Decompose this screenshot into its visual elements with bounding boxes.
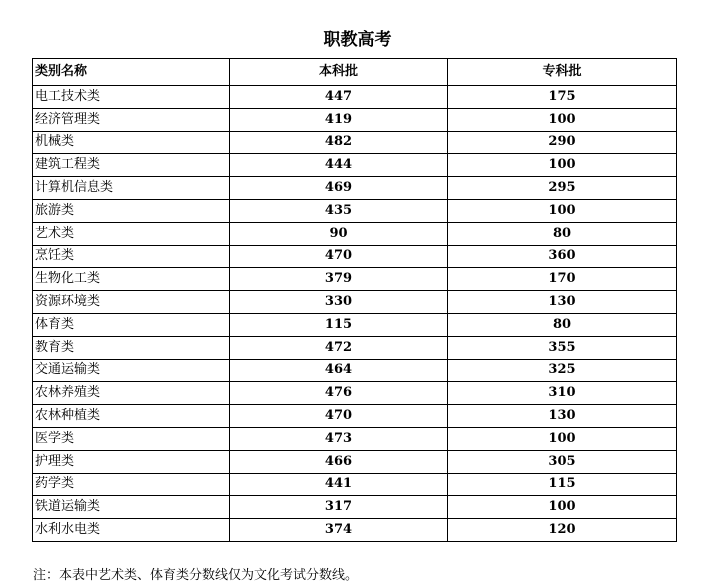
bachelor-score: 115 [230,313,448,336]
college-score: 310 [448,382,677,405]
category-name: 体育类 [33,313,230,336]
college-score: 100 [448,199,677,222]
bachelor-score: 444 [230,154,448,177]
category-name: 农林养殖类 [33,382,230,405]
bachelor-score: 466 [230,450,448,473]
table-row [33,222,677,245]
table-row [33,336,677,359]
table-row [33,108,677,131]
college-score: 175 [448,86,677,109]
header-category: 类别名称 [33,59,230,86]
category-name: 经济管理类 [33,108,230,131]
bachelor-score: 374 [230,519,448,542]
bachelor-score: 470 [230,245,448,268]
header-bachelor: 本科批 [230,59,448,86]
table-row [33,131,677,154]
table-row [33,154,677,177]
bachelor-score: 482 [230,131,448,154]
category-name: 旅游类 [33,199,230,222]
bachelor-score: 473 [230,427,448,450]
bachelor-score: 419 [230,108,448,131]
college-score: 100 [448,427,677,450]
table-row [33,199,677,222]
page-title: 职教高考 [323,30,392,50]
bachelor-score: 472 [230,336,448,359]
category-name: 教育类 [33,336,230,359]
bachelor-score: 330 [230,291,448,314]
college-score: 80 [448,313,677,336]
header-college: 专科批 [448,59,677,86]
college-score: 100 [448,154,677,177]
bachelor-score: 469 [230,177,448,200]
bachelor-score: 476 [230,382,448,405]
category-name: 资源环境类 [33,291,230,314]
bachelor-score: 470 [230,405,448,428]
college-score: 130 [448,405,677,428]
category-name: 农林种植类 [33,405,230,428]
score-table [32,58,677,542]
table-row [33,177,677,200]
table-row [33,405,677,428]
table-row [33,245,677,268]
footnote: 注：本表中艺术类、体育类分数线仅为文化考试分数线。 [33,568,359,583]
college-score: 360 [448,245,677,268]
college-score: 305 [448,450,677,473]
college-score: 80 [448,222,677,245]
college-score: 115 [448,473,677,496]
college-score: 130 [448,291,677,314]
table-header-row [33,59,677,86]
category-name: 铁道运输类 [33,496,230,519]
bachelor-score: 464 [230,359,448,382]
category-name: 交通运输类 [33,359,230,382]
category-name: 电工技术类 [33,86,230,109]
bachelor-score: 379 [230,268,448,291]
category-name: 艺术类 [33,222,230,245]
table-row [33,268,677,291]
category-name: 烹饪类 [33,245,230,268]
table-row [33,473,677,496]
table-row [33,382,677,405]
bachelor-score: 447 [230,86,448,109]
category-name: 护理类 [33,450,230,473]
bachelor-score: 317 [230,496,448,519]
college-score: 295 [448,177,677,200]
table-row [33,313,677,336]
bachelor-score: 90 [230,222,448,245]
table-row [33,86,677,109]
bachelor-score: 435 [230,199,448,222]
table-row [33,359,677,382]
college-score: 325 [448,359,677,382]
category-name: 生物化工类 [33,268,230,291]
table-row [33,519,677,542]
college-score: 120 [448,519,677,542]
college-score: 170 [448,268,677,291]
category-name: 医学类 [33,427,230,450]
table-row [33,427,677,450]
college-score: 290 [448,131,677,154]
category-name: 药学类 [33,473,230,496]
category-name: 机械类 [33,131,230,154]
category-name: 建筑工程类 [33,154,230,177]
category-name: 水利水电类 [33,519,230,542]
college-score: 100 [448,108,677,131]
table-row [33,496,677,519]
category-name: 计算机信息类 [33,177,230,200]
table-row [33,291,677,314]
college-score: 100 [448,496,677,519]
table-row [33,450,677,473]
bachelor-score: 441 [230,473,448,496]
college-score: 355 [448,336,677,359]
